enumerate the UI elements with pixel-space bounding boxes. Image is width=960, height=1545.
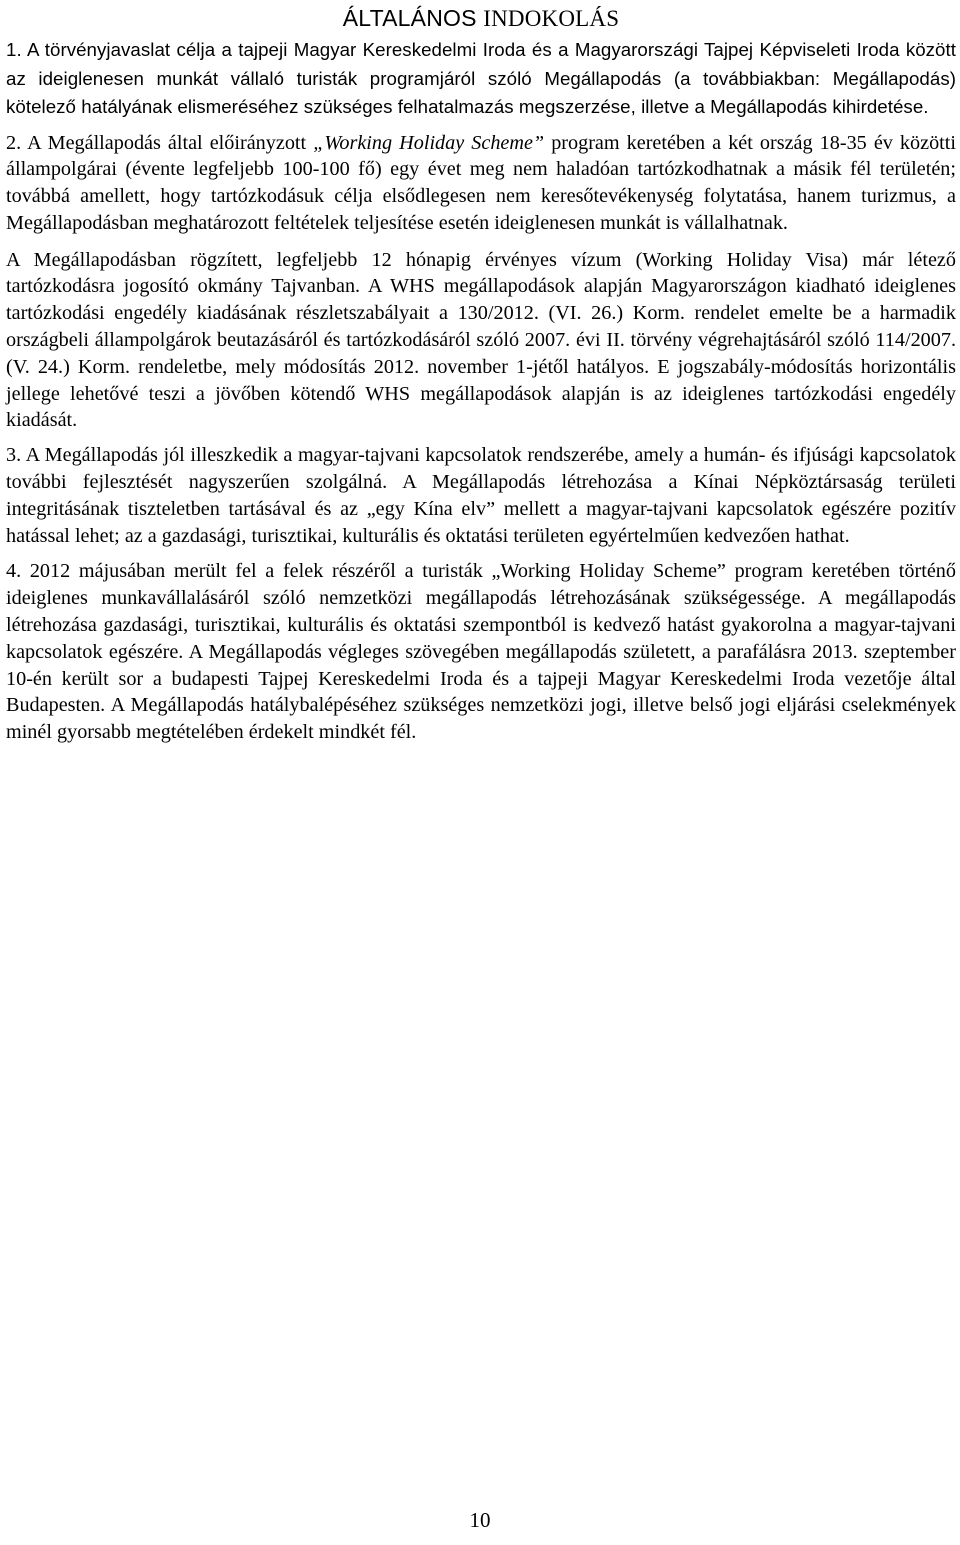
title-part-2: INDOKOLÁS xyxy=(483,6,620,31)
paragraph-5: 4. 2012 májusában merült fel a felek részéről a turisták „Working Holiday Scheme” program keretében történő ideiglenes munkavállalásáról szóló nemzetközi megállapodás létrehozásának szükségessége. A megállapodás létrehozása gazdasági, turisztikai, kulturális és oktatási szempontból is kedvező hatást gyakorolna a magyar-tajvani kapcsolatok egészére. A Megállapodás végleges szövegében megállapodás született, a parafálásra 2013. szeptember 10-én került sor a budapesti Tajpej Kereskedelmi Iroda és a tajpeji Magyar Kereskedelmi Iroda vezetője által Budapesten. A Megállapodás hatálybalépéséhez szükséges nemzetközi jogi, illetve belső jogi eljárási cselekmények minél gyorsabb megtételében érdekelt mindkét fél. xyxy=(6,560,956,744)
page-number: 10 xyxy=(469,1508,491,1532)
paragraph-4: 3. A Megállapodás jól illeszkedik a magyar-tajvani kapcsolatok rendszerébe, amely a humán- és ifjúsági kapcsolatok további fejlesztését nagyszerűen szolgálná. A Megállapodás létrehozása a Kínai Népköztársaság területi integritásának tiszteletben tartásával és az „egy Kína elv” mellett a magyar-tajvani kapcsolatok egészére pozitív hatással lehet; az a gazdasági, turisztikai, kulturális és oktatási területen egyértelműen kedvezően hathat. xyxy=(6,444,956,547)
paragraph-3: A Megállapodásban rögzített, legfeljebb 12 hónapig érvényes vízum (Working Holiday Visa) már létező tartózkodásra jogosító okmány Tajvanban. A WHS megállapodások alapján Magyarországon kiadható ideiglenes tartózkodási engedély kiadásának részletszabályait a 130/2012. (VI. 26.) Korm. rendelet emelte be a harmadik országbeli állampolgárok beutazásáról és tartózkodásáról szóló 2007. évi II. törvény végrehajtásáról szóló 114/2007. (V. 24.) Korm. rendeletbe, mely módosítás 2012. november 1-jétől hatályos. E jogszabály-módosítás horizontális jellege lehetővé teszi a jövőben kötendő WHS megállapodások alapján is az ideiglenes tartózkodási engedély kiadását. xyxy=(6,248,956,432)
paragraph-2-scheme-name: „Working Holiday Scheme” xyxy=(313,131,545,154)
document-title xyxy=(6,0,956,36)
paragraph-2-lead: 2. A Megállapodás által előirányzott xyxy=(6,131,314,154)
title-part-1: ÁLTALÁNOS xyxy=(342,5,484,31)
paragraph-1: 1. A törvényjavaslat célja a tajpeji Magyar Kereskedelmi Iroda és a Magyarországi Tajpej Képviseleti Iroda között az ideiglenesen munkát vállaló turisták programjáról szóló Megállapodás (a továbbiakban: Megállapodás) kötelező hatályának elismeréséhez szükséges felhatalmazás megszerzése, illetve a Megállapodás kihirdetése. xyxy=(6,39,956,117)
paragraph-2 xyxy=(6,130,956,237)
paragraph-2-rest: program keretében a két ország 18-35 év közötti állampolgárai (évente legfeljebb 100-100 fő) egy évet meg nem haladóan tartózkodhatnak a másik fél területén; továbbá amellett, hogy tartózkodásuk célja elsődlegesen nem keresőtevékenység folytatása, hanem turizmus, a Megállapodásban meghatározott feltételek teljesítése esetén ideiglenesen munkát is vállalhatnak. xyxy=(6,131,957,234)
document-page xyxy=(6,0,956,746)
